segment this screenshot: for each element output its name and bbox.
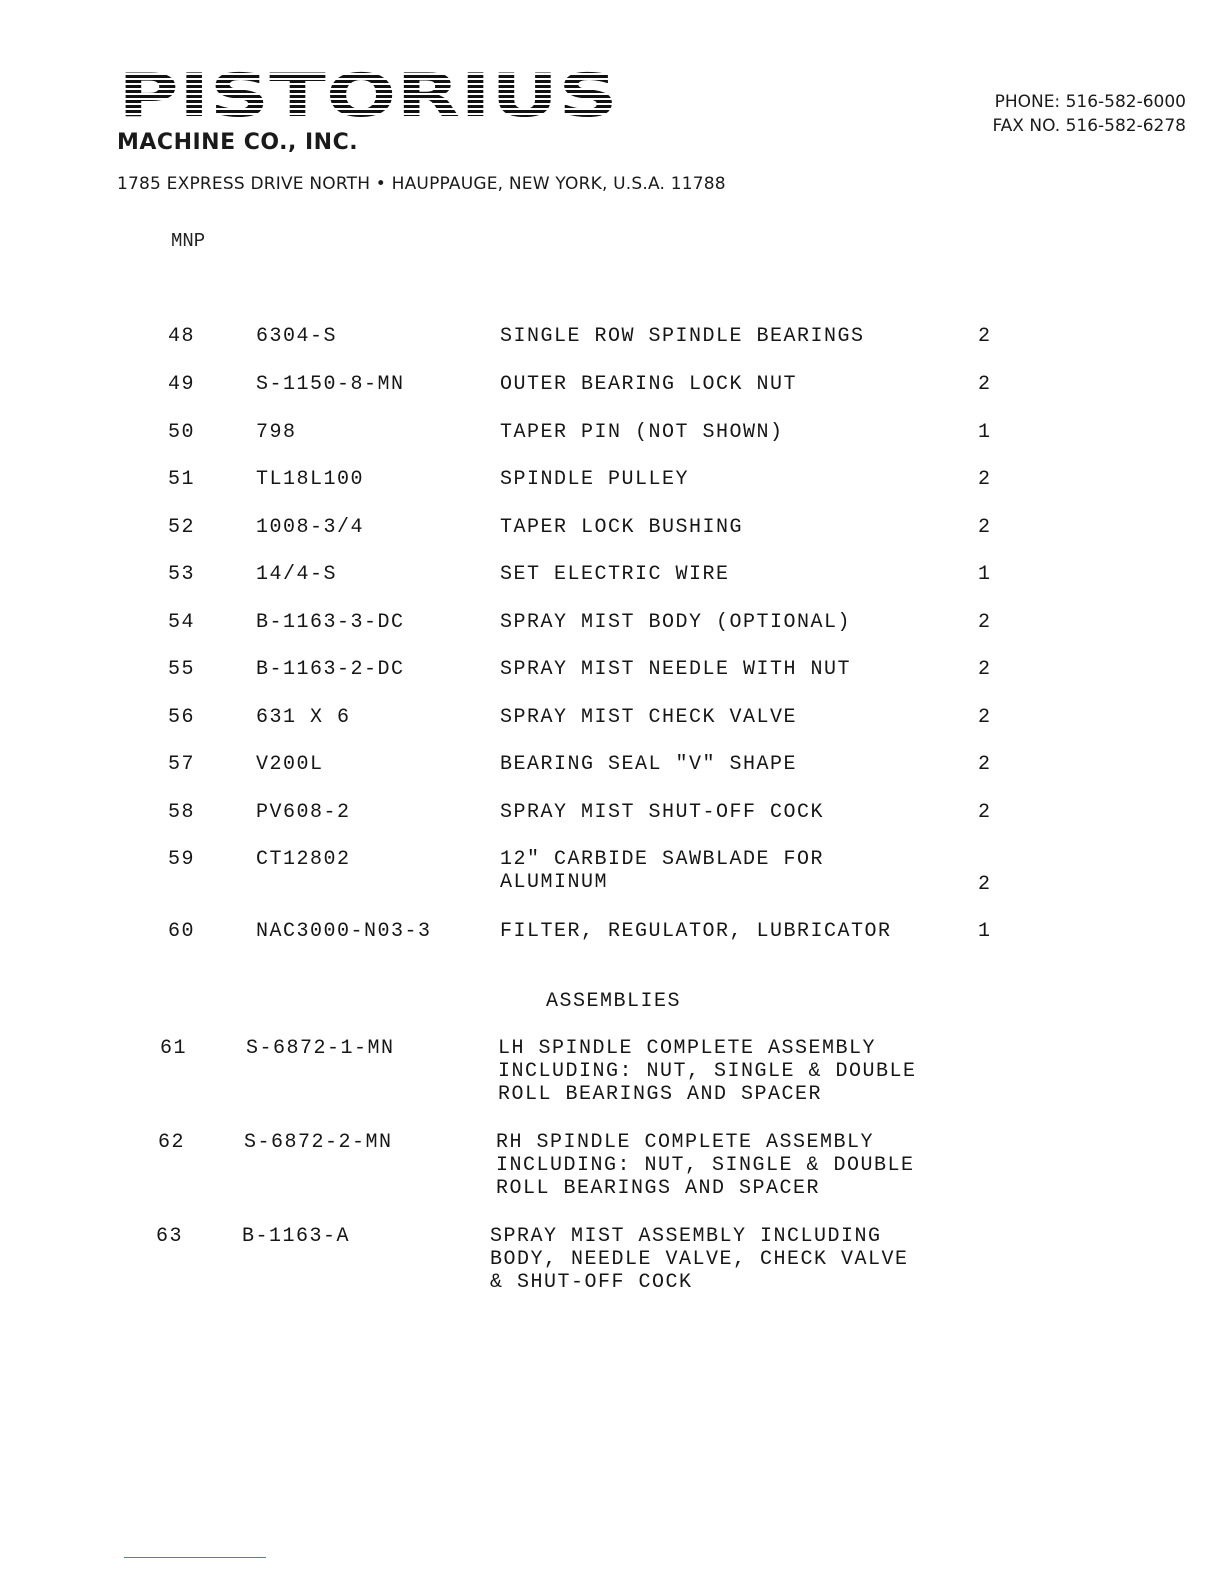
- item-number: 48: [168, 325, 196, 348]
- part-description: SINGLE ROW SPINDLE BEARINGS: [500, 325, 865, 348]
- quantity: 2: [978, 468, 992, 491]
- company-name: MACHINE CO., INC.: [117, 130, 359, 155]
- part-description: SET ELECTRIC WIRE: [500, 563, 730, 586]
- bottom-rule: [124, 1557, 266, 1558]
- company-logo: [118, 70, 622, 122]
- quantity: 2: [978, 801, 992, 824]
- part-number: S-1150-8-MN: [256, 373, 405, 396]
- quantity: 2: [978, 516, 992, 539]
- item-number: 57: [168, 753, 196, 776]
- part-number: S-6872-1-MN: [246, 1037, 395, 1060]
- part-description: SPRAY MIST SHUT-OFF COCK: [500, 801, 825, 824]
- part-number: S-6872-2-MN: [244, 1131, 393, 1154]
- part-number: B-1163-A: [242, 1225, 351, 1248]
- part-number: B-1163-3-DC: [256, 611, 405, 634]
- contact-block: [992, 90, 1186, 138]
- part-number: V200L: [256, 753, 324, 776]
- item-number: 55: [168, 658, 196, 681]
- phone-number: PHONE: 516-582-6000: [994, 92, 1186, 112]
- item-number: 58: [168, 801, 196, 824]
- part-description: TAPER LOCK BUSHING: [500, 516, 744, 539]
- part-description: TAPER PIN (NOT SHOWN): [500, 421, 784, 444]
- item-number: 56: [168, 706, 196, 729]
- item-number: 60: [168, 920, 196, 943]
- quantity: 2: [978, 706, 992, 729]
- part-description: SPRAY MIST CHECK VALVE: [500, 706, 798, 729]
- part-description: SPRAY MIST NEEDLE WITH NUT: [500, 658, 852, 681]
- part-number: TL18L100: [256, 468, 365, 491]
- logo-graphic: [118, 70, 622, 122]
- logo-wordmark: PISTORIUS: [118, 70, 618, 122]
- item-number: 62: [158, 1131, 186, 1154]
- company-address: 1785 EXPRESS DRIVE NORTH • HAUPPAUGE, NEW YORK, U.S.A. 11788: [117, 174, 726, 194]
- part-description: FILTER, REGULATOR, LUBRICATOR: [500, 920, 892, 943]
- item-number: 50: [168, 421, 196, 444]
- quantity: 1: [978, 563, 992, 586]
- quantity: 2: [978, 611, 992, 634]
- item-number: 51: [168, 468, 196, 491]
- item-number: 53: [168, 563, 196, 586]
- quantity: 2: [978, 753, 992, 776]
- assembly-description: RH SPINDLE COMPLETE ASSEMBLY INCLUDING: NUT, SINGLE & DOUBLE ROLL BEARINGS AND SPACER: [496, 1131, 915, 1200]
- part-description: OUTER BEARING LOCK NUT: [500, 373, 798, 396]
- quantity: 2: [978, 873, 992, 896]
- document-reference: MNP: [171, 230, 206, 252]
- item-number: 52: [168, 516, 196, 539]
- item-number: 54: [168, 611, 196, 634]
- part-number: 798: [256, 421, 297, 444]
- item-number: 49: [168, 373, 196, 396]
- part-description: BEARING SEAL "V" SHAPE: [500, 753, 798, 776]
- part-number: NAC3000-N03-3: [256, 920, 432, 943]
- part-number: 14/4-S: [256, 563, 338, 586]
- quantity: 2: [978, 373, 992, 396]
- part-description: SPRAY MIST BODY (OPTIONAL): [500, 611, 852, 634]
- fax-number: FAX NO. 516-582-6278: [992, 116, 1186, 136]
- part-description: SPINDLE PULLEY: [500, 468, 690, 491]
- quantity: 1: [978, 421, 992, 444]
- part-number: B-1163-2-DC: [256, 658, 405, 681]
- item-number: 63: [156, 1225, 184, 1248]
- item-number: 59: [168, 848, 196, 871]
- item-number: 61: [160, 1037, 188, 1060]
- quantity: 2: [978, 658, 992, 681]
- quantity: 2: [978, 325, 992, 348]
- part-number: 6304-S: [256, 325, 338, 348]
- part-description: 12" CARBIDE SAWBLADE FOR ALUMINUM: [500, 848, 825, 894]
- assembly-description: LH SPINDLE COMPLETE ASSEMBLY INCLUDING: NUT, SINGLE & DOUBLE ROLL BEARINGS AND SPACER: [498, 1037, 917, 1106]
- assembly-description: SPRAY MIST ASSEMBLY INCLUDING BODY, NEEDLE VALVE, CHECK VALVE & SHUT-OFF COCK: [490, 1225, 909, 1294]
- part-number: PV608-2: [256, 801, 351, 824]
- assemblies-heading: ASSEMBLIES: [546, 990, 682, 1013]
- quantity: 1: [978, 920, 992, 943]
- part-number: 631 X 6: [256, 706, 351, 729]
- part-number: CT12802: [256, 848, 351, 871]
- part-number: 1008-3/4: [256, 516, 365, 539]
